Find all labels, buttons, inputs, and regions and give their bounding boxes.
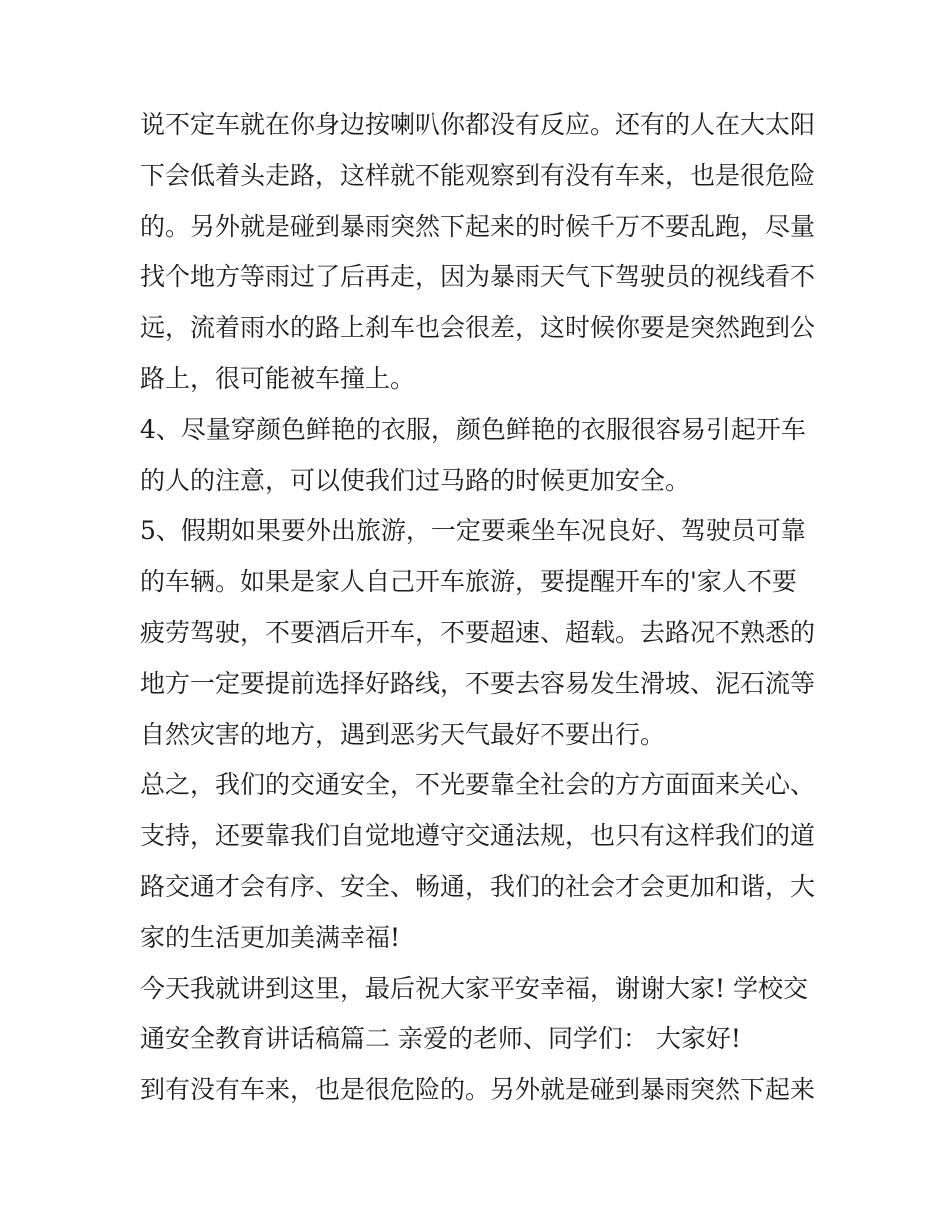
text-line: 找个地方等雨过了后再走，因为暴雨天气下驾驶员的视线看不 xyxy=(140,262,816,292)
text-line: 总之，我们的交通安全，不光要靠全社会的方方面面来关心、 xyxy=(140,770,816,800)
text-line: 5、假期如果要外出旅游，一定要乘坐车况良好、驾驶员可靠 xyxy=(140,516,806,546)
document-body xyxy=(140,100,820,1116)
text-line: 的车辆。如果是家人自己开车旅游，要提醒开车的'家人不要 xyxy=(140,567,797,597)
text-line: 自然灾害的地方，遇到恶劣天气最好不要出行。 xyxy=(140,719,666,749)
text-line: 支持，还要靠我们自觉地遵守交通法规，也只有这样我们的道 xyxy=(140,821,816,851)
text-line: 下会低着头走路，这样就不能观察到有没有车来，也是很危险 xyxy=(140,160,816,190)
text-line: 远，流着雨水的路上刹车也会很差，这时候你要是突然跑到公 xyxy=(140,313,816,343)
text-line: 通安全教育讲话稿篇二 亲爱的老师、同学们： 大家好! xyxy=(140,1024,741,1054)
text-line: 到有没有车来，也是很危险的。另外就是碰到暴雨突然下起来 xyxy=(140,1075,816,1105)
text-line: 路上，很可能被车撞上。 xyxy=(140,363,416,393)
text-line: 说不定车就在你身边按喇叭你都没有反应。还有的人在大太阳 xyxy=(140,110,816,139)
text-line: 家的生活更加美满幸福! xyxy=(140,922,401,952)
text-line: 今天我就讲到这里，最后祝大家平安幸福，谢谢大家! 学校交 xyxy=(140,973,808,1003)
text-line: 地方一定要提前选择好路线，不要去容易发生滑坡、泥石流等 xyxy=(140,668,816,698)
text-line: 的。另外就是碰到暴雨突然下起来的时候千万不要乱跑，尽量 xyxy=(140,211,816,241)
text-line: 4、尽量穿颜色鲜艳的衣服，颜色鲜艳的衣服很容易引起开车 xyxy=(140,414,806,444)
text-line: 路交通才会有序、安全、畅通，我们的社会才会更加和谐，大 xyxy=(140,871,816,901)
text-line: 疲劳驾驶，不要酒后开车，不要超速、超载。去路况不熟悉的 xyxy=(140,617,816,647)
text-line: 的人的注意，可以使我们过马路的时候更加安全。 xyxy=(140,465,691,495)
